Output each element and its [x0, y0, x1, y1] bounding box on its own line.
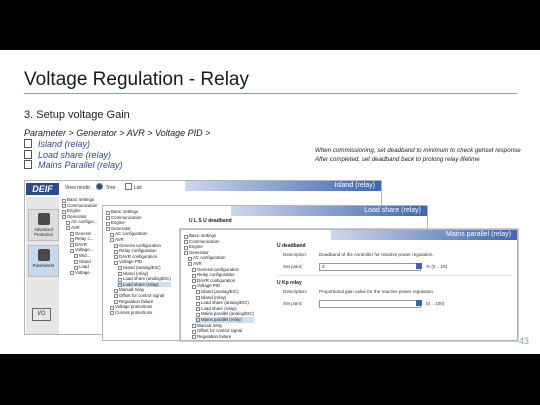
kp-setpoint-input[interactable] [319, 300, 421, 308]
tree-item[interactable]: Offset for control signal [191, 328, 254, 334]
tree-item[interactable]: Engine [183, 244, 254, 250]
deadband-setpoint-input[interactable]: 3 [319, 263, 421, 271]
tree-item[interactable]: Island (relay) [117, 271, 171, 277]
banner-island-relay: Island (relay) [185, 181, 381, 191]
sidebar-item-label: Advanced Protection [34, 227, 53, 237]
tree-item[interactable]: Basic settings [61, 197, 98, 203]
divider [277, 275, 512, 276]
stepper-icon[interactable] [416, 300, 422, 306]
kp-description-text: Proportional gain value for the reactive power regulation. [319, 289, 435, 294]
checkbox-icon [125, 183, 132, 190]
bullet-icon [24, 160, 32, 169]
view-list-radio[interactable] [125, 185, 146, 191]
tree-item[interactable]: Regulation failure [113, 299, 171, 305]
tree-item[interactable]: Offset for control signal [113, 293, 171, 299]
deadband-range: % (0 .. 15) [426, 264, 448, 269]
tree-item[interactable]: General [69, 231, 98, 237]
commissioning-note [315, 146, 521, 164]
tree-item[interactable]: Relay configuration [113, 248, 171, 254]
tree-item[interactable]: AVR [65, 225, 98, 231]
slide-subtitle: 3. Setup voltage Gain [24, 109, 130, 121]
title-divider [24, 93, 517, 94]
parameter-tree [105, 209, 171, 315]
deadband-description-label: Description: [283, 252, 308, 257]
tree-item[interactable]: Relay configuration [191, 272, 254, 278]
tree-item[interactable]: DAVR configuration [113, 254, 171, 260]
tree-item[interactable]: Mains parallel (analog/EIC) [195, 311, 254, 317]
bullet-item [24, 150, 123, 161]
view-tree-label: Tree [105, 185, 116, 191]
deadband-heading: U L S U deadband [189, 218, 232, 224]
radio-icon [96, 183, 103, 190]
bullet-icon [24, 139, 32, 148]
kp-heading: U Kp relay [277, 280, 302, 286]
tree-item[interactable]: Engine [61, 208, 98, 214]
deadband-heading: U deadband [277, 243, 306, 249]
tree-item[interactable]: Engine [105, 220, 171, 226]
tree-item[interactable]: Wid... [73, 253, 98, 259]
sidebar-item-parameters[interactable] [28, 245, 59, 277]
bullet-label: Island (relay) [38, 139, 91, 149]
sidebar [26, 197, 59, 334]
tree-item[interactable]: Manual relay [191, 323, 254, 329]
tree-item[interactable]: Voltage protections [109, 304, 171, 310]
tree-item[interactable]: Voltage [69, 270, 98, 276]
sidebar-item-label: Parameters [32, 263, 55, 268]
tree-item[interactable]: Generator [183, 250, 254, 256]
tree-item[interactable]: Island (relay) [195, 295, 254, 301]
kp-description-label: Description: [283, 289, 308, 294]
kp-setpoint-label: Set point: [283, 301, 303, 306]
tree-item[interactable]: Regulation failure [191, 334, 254, 340]
io-button[interactable]: I/O [32, 308, 51, 321]
bullet-label: Mains Parallel (relay) [38, 160, 123, 170]
tree-item[interactable]: Manual relay [113, 287, 171, 293]
tree-item[interactable]: Relay c... [69, 236, 98, 242]
deif-logo: DEIF [26, 183, 59, 195]
tree-item[interactable]: Load share (relay) [195, 306, 254, 312]
slide-title: Voltage Regulation - Relay [24, 69, 249, 90]
tree-item[interactable]: AC configuration [109, 231, 171, 237]
sidebar-item-advanced-protection[interactable] [28, 209, 59, 241]
deadband-setpoint-label: Set point: [283, 264, 303, 269]
parameters-icon [38, 249, 50, 261]
deadband-description-text: Deadband of the controller for reactive power regulation. [319, 252, 434, 257]
tree-item[interactable]: DAVR [69, 242, 98, 248]
tree-item[interactable]: DAVR configuration [191, 278, 254, 284]
tree-item[interactable]: Voltage PID [191, 283, 254, 289]
bullet-icon [24, 150, 32, 159]
view-mode-bar [65, 183, 150, 193]
tree-item[interactable]: Island (analog/EIC) [195, 289, 254, 295]
tree-item[interactable]: Load share (analog/EIC) [117, 276, 171, 282]
tree-item[interactable]: AC configuration [187, 255, 254, 261]
tree-item[interactable]: Load [73, 264, 98, 270]
tree-item[interactable]: General configuration [191, 267, 254, 273]
tree-item[interactable]: Island (analog/EIC) [117, 265, 171, 271]
tree-item[interactable]: Current protections [109, 310, 171, 316]
tree-item[interactable]: General configuration [113, 243, 171, 249]
bullet-item [24, 160, 123, 171]
banner-load-share-relay: Load share (relay) [231, 206, 427, 216]
bullet-list [24, 139, 123, 171]
tree-item[interactable]: Voltage PID [113, 259, 171, 265]
tree-item[interactable]: Load share (relay) [117, 282, 171, 288]
tree-item[interactable]: Basic settings [183, 233, 254, 239]
kp-range: (0 .. 100) [426, 301, 445, 306]
tree-item[interactable]: AVR [187, 261, 254, 267]
view-list-label: List [133, 185, 142, 191]
note-line: After completed, set deadband back to prolong relay lifetime [315, 156, 480, 163]
page-number: 43 [519, 336, 530, 346]
view-tree-radio[interactable] [96, 185, 119, 191]
tree-item[interactable]: Load share (analog/EIC) [195, 300, 254, 306]
slide [0, 50, 540, 354]
tree-item[interactable]: Generator [61, 214, 98, 220]
tree-item[interactable]: Basic settings [105, 209, 171, 215]
tree-item[interactable]: Communication [105, 215, 171, 221]
bullet-label: Load share (relay) [38, 149, 112, 160]
parameter-tree [183, 233, 254, 339]
view-mode-label: View mode: [65, 185, 92, 191]
bullet-item [24, 139, 123, 150]
parameter-tree [61, 197, 98, 275]
tree-item[interactable]: Mains parallel (relay) [195, 317, 254, 323]
tree-item[interactable]: AC configur... [65, 219, 98, 225]
shield-icon [38, 213, 50, 225]
stepper-icon[interactable] [416, 263, 422, 269]
note-line: When commissioning, set deadband to minimum to check genset response [315, 147, 521, 154]
tree-item[interactable]: Communication [183, 239, 254, 245]
parameter-path: Parameter > Generator > AVR > Voltage PID > [24, 128, 211, 138]
tree-item[interactable]: Generator [105, 226, 171, 232]
tree-item[interactable]: Island [73, 259, 98, 265]
banner-mains-parallel-relay: Mains parallel (relay) [331, 230, 517, 240]
tree-item[interactable]: Voltage... [69, 247, 98, 253]
tree-item[interactable]: Communication [61, 203, 98, 209]
screenshot-mains-parallel-relay [180, 229, 518, 341]
tree-item[interactable]: AVR [109, 237, 171, 243]
